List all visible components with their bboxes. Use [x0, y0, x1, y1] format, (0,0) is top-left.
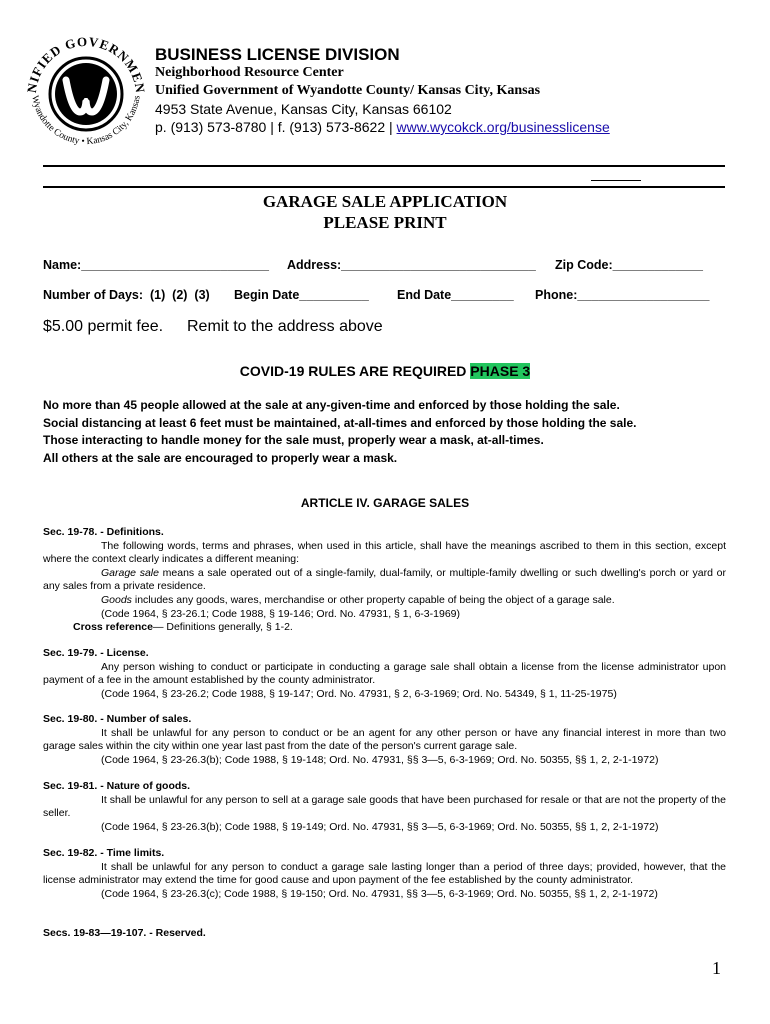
covid-heading [0, 363, 770, 379]
covid-rule: Social distancing at least 6 feet must be maintained, at-all-times and enforced by those holding the sale. [43, 415, 637, 430]
section-heading: Sec. 19-80. - Number of sales. [43, 713, 192, 725]
section-reserved [43, 927, 726, 941]
term: Goods [101, 593, 132, 606]
section-code: (Code 1964, § 23-26.3(b); Code 1988, § 19-148; Ord. No. 47931, §§ 3—5, 6-3-1969; Ord. No. 50355, §§ 1, 2, 2-1-1972) [101, 753, 659, 766]
name-field[interactable]: Name:___________________________ [43, 258, 269, 272]
permit-fee: $5.00 permit fee. [43, 318, 164, 335]
section-heading: Sec. 19-79. - License. [43, 647, 149, 659]
section-text: Any person wishing to conduct or participate in conducting a garage sale shall obtain a license from the license administrator upon payment of a fee in the amount established by the county administrator. [43, 660, 726, 687]
zip-field[interactable]: Zip Code:_____________ [555, 258, 704, 272]
cross-reference [43, 621, 726, 635]
phone-fax: p. (913) 573-8780 | f. (913) 573-8622 | [155, 119, 397, 135]
header-rule-1 [43, 165, 725, 167]
uw-seal-icon [22, 30, 150, 158]
covid-rules [43, 397, 733, 467]
definition-goods [43, 594, 726, 608]
section-heading: Sec. 19-78. - Definitions. [43, 526, 164, 538]
phase-badge: PHASE 3 [470, 363, 531, 379]
section-heading: Sec. 19-81. - Nature of goods. [43, 780, 191, 792]
section-heading: Secs. 19-83—19-107. - Reserved. [43, 927, 206, 939]
section-text: It shall be unlawful for any person to conduct a garage sale lasting longer than a period of three days; provided, however, that the license administrator may extend the time for good cause and upon payment of the fee established by the county administrator. [43, 860, 726, 887]
short-dash [591, 180, 641, 181]
section-text: The following words, terms and phrases, when used in this article, shall have the meanings ascribed to them in this section, except where the context clearly indicates a different meaning: [43, 539, 726, 566]
contact-line [155, 118, 610, 136]
covid-rule: All others at the sale are encouraged to properly wear a mask. [43, 450, 398, 465]
covid-rule: No more than 45 people allowed at the sale at any-given-time and enforced by those holding the sale. [43, 398, 620, 412]
phone-field[interactable]: Phone:___________________ [535, 288, 710, 302]
section-code: (Code 1964, § 23-26.3(c); Code 1988, § 19-150; Ord. No. 47931, §§ 3—5, 6-3-1969; Ord. No. 50355, §§ 1, 2, 2-1-1972) [101, 887, 658, 900]
definition: means a sale operated out of a single-family, dual-family, or multiple-family dwelling or such dwelling's porch or yard or any sales from a private residence. [43, 566, 726, 593]
logo-top-text: NIFIED GOVERNMEN [23, 33, 149, 95]
government-name: Unified Government of Wyandotte County/ Kansas City, Kansas [155, 83, 541, 98]
covid-rule: Those interacting to handle money for the sale must, properly wear a mask, at-all-times. [43, 433, 544, 447]
section-19-78 [43, 526, 726, 635]
remit-note: Remit to the address above [187, 318, 383, 335]
term: Garage sale [101, 566, 159, 579]
header-rule-2 [43, 186, 725, 188]
page-number: 1 [712, 958, 721, 978]
logo-bottom-text: Wyandotte County • Kansas City, Kansas [29, 94, 143, 148]
section-text: It shall be unlawful for any person to conduct or be an agent for any other person or have any financial interest in more than two garage sales within the city within one year last past from the date of the person's current garage sale. [43, 726, 726, 753]
division-name: BUSINESS LICENSE DIVISION [155, 45, 400, 64]
cross-reference-text: — Definitions generally, § 1-2. [152, 621, 293, 634]
section-heading: Sec. 19-82. - Time limits. [43, 847, 165, 859]
days-field[interactable]: Number of Days: (1) (2) (3) [43, 288, 210, 302]
center-name: Neighborhood Resource Center [155, 65, 344, 80]
section-text: It shall be unlawful for any person to sell at a garage sale goods that have been purchased for resale or that are not the property of the seller. [43, 793, 726, 820]
form-title: GARAGE SALE APPLICATION [262, 192, 508, 211]
section-code: (Code 1964, § 23-26.2; Code 1988, § 19-147; Ord. No. 47931, § 2, 6-3-1969; Ord. No. 54349, § 1, 11-25-1975) [101, 687, 617, 700]
article-title: ARTICLE IV. GARAGE SALES [300, 496, 470, 510]
street-address: 4953 State Avenue, Kansas City, Kansas 66102 [155, 101, 452, 117]
section-19-80 [43, 713, 726, 767]
website-link[interactable]: www.wycokck.org/businesslicense [396, 119, 610, 135]
begin-date-field[interactable]: Begin Date__________ [234, 288, 369, 302]
covid-heading-text: COVID-19 RULES ARE REQUIRED [239, 363, 471, 379]
letterhead [155, 46, 610, 136]
unified-government-logo [22, 30, 150, 158]
end-date-field[interactable]: End Date_________ [397, 288, 514, 302]
section-19-81 [43, 780, 726, 834]
section-code: (Code 1964, § 23-26.1; Code 1988, § 19-146; Ord. No. 47931, § 1, 6-3-1969) [101, 607, 460, 620]
address-field[interactable]: Address:____________________________ [287, 258, 536, 272]
form-subtitle: PLEASE PRINT [323, 213, 447, 232]
section-code: (Code 1964, § 23-26.3(b); Code 1988, § 19-149; Ord. No. 47931, §§ 3—5, 6-3-1969; Ord. No. 50355, §§ 1, 2, 2-1-1972) [101, 820, 659, 833]
definition-garage-sale [43, 567, 726, 594]
definition: includes any goods, wares, merchandise or other property capable of being the object of a garage sale. [131, 593, 615, 606]
cross-reference-label: Cross reference [73, 621, 153, 634]
section-19-79 [43, 647, 726, 701]
section-19-82 [43, 847, 726, 901]
